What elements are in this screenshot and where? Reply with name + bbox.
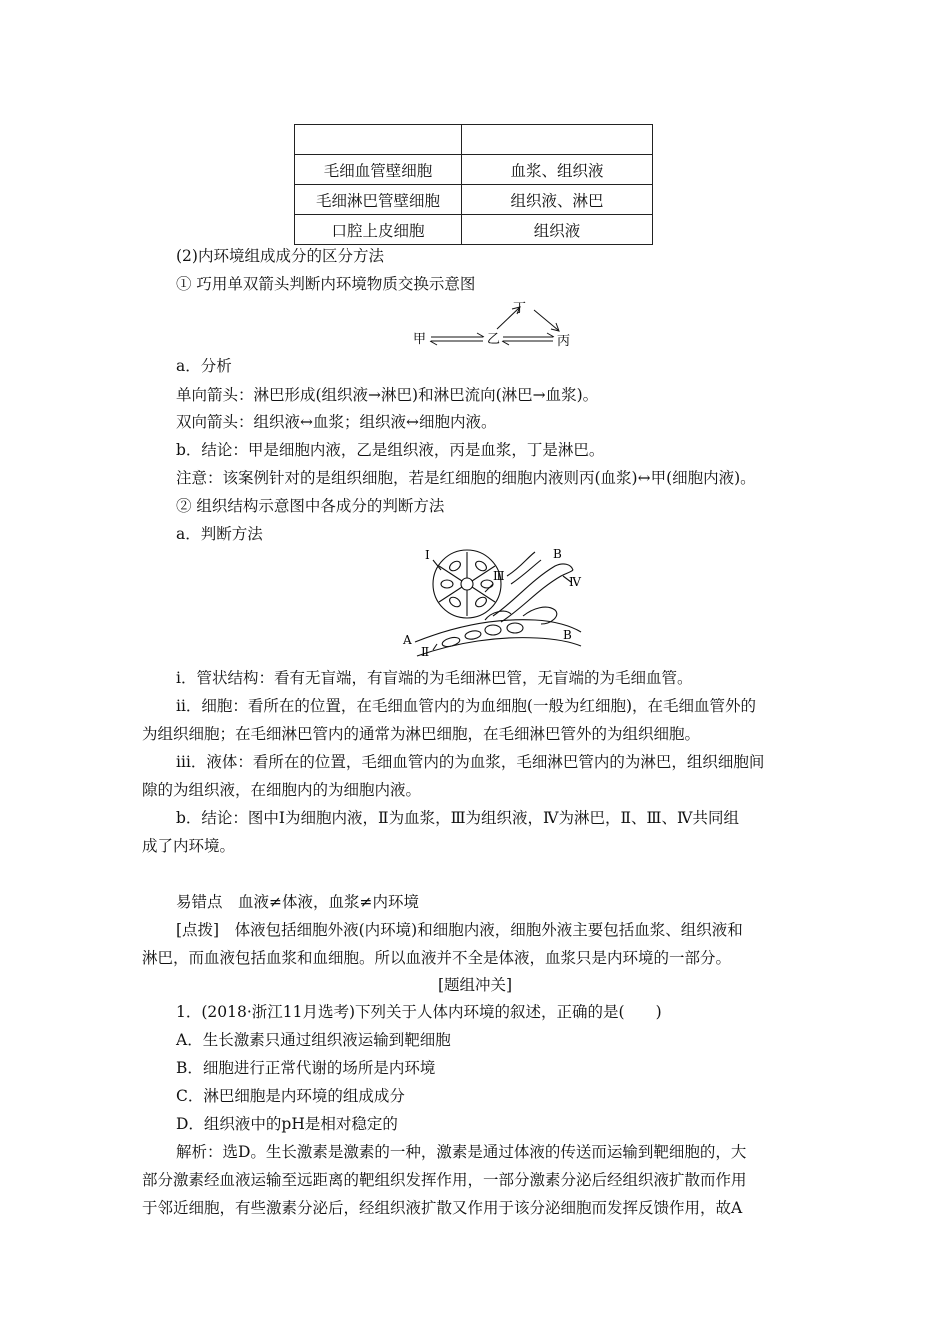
cell-text-cont: 为组织细胞；在毛细淋巴管内的通常为淋巴细胞，在毛细淋巴管外的为组织细胞。 — [142, 725, 701, 743]
table-cell: 血浆、组织液 — [462, 155, 653, 185]
cell-environment-table — [294, 124, 653, 245]
item-title: ① 巧用单双箭头判断内环境物质交换示意图 — [176, 275, 476, 293]
error-point-title: 易错点 血液≠体液，血浆≠内环境 — [176, 893, 419, 911]
liquid-text-cont: 隙的为组织液，在细胞内的为细胞内液。 — [142, 781, 422, 799]
label-jia: 甲 — [413, 332, 427, 347]
group-title: [题组冲关] — [437, 976, 513, 994]
table-cell: 组织液 — [462, 215, 653, 245]
table-cell: 毛细淋巴管壁细胞 — [295, 185, 462, 215]
double-arrow-yi-bing — [502, 333, 554, 345]
method-heading: a．判断方法 — [176, 525, 263, 543]
question-option: D．组织液中的pH是相对稳定的 — [176, 1115, 398, 1133]
label-A: A — [403, 633, 412, 647]
question-option: A．生长激素只通过组织液运输到靶细胞 — [176, 1031, 451, 1049]
conclusion-text: b．结论：甲是细胞内液，乙是组织液，丙是血浆，丁是淋巴。 — [176, 441, 605, 459]
arrow-ding-bing — [534, 310, 559, 331]
table-cell: 毛细血管壁细胞 — [295, 155, 462, 185]
table-row — [295, 215, 653, 245]
arrow-yi-ding — [497, 307, 520, 329]
question-option: B．细胞进行正常代谢的场所是内环境 — [176, 1059, 436, 1077]
question-stem: 1．(2018·浙江11月选考)下列关于人体内环境的叙述，正确的是( ) — [176, 1003, 662, 1021]
label-bing: 丙 — [557, 334, 571, 349]
single-arrow-text: 单向箭头：淋巴形成(组织液→淋巴)和淋巴流向(淋巴→血浆)。 — [176, 386, 599, 404]
analysis-heading: a．分析 — [176, 357, 232, 375]
table-cell: 口腔上皮细胞 — [295, 215, 462, 245]
conclusion-text: b．结论：图中Ⅰ为细胞内液，Ⅱ为血浆，Ⅲ为组织液，Ⅳ为淋巴，Ⅱ、Ⅲ、Ⅳ共同组 — [176, 809, 739, 827]
analysis-text-cont: 于邻近细胞，有些激素分泌后，经组织液扩散又作用于该分泌细胞而发挥反馈作用，故A — [142, 1199, 743, 1217]
tissue-structure-diagram — [395, 546, 595, 658]
double-arrow-jia-yi — [430, 333, 484, 345]
item-title: ② 组织结构示意图中各成分的判断方法 — [176, 497, 445, 515]
label-III: Ⅲ — [493, 569, 505, 583]
tip-text: [点拨] 体液包括细胞外液(内环境)和细胞内液，细胞外液主要包括血浆、组织液和 — [176, 921, 743, 939]
lymph-capillary — [493, 564, 573, 616]
tip-text-cont: 淋巴，而血液包括血浆和血细胞。所以血液并不全是体液，血浆只是内环境的一部分。 — [142, 949, 732, 967]
section-title: (2)内环境组成成分的区分方法 — [176, 247, 384, 265]
double-arrow-text: 双向箭头：组织液↔血浆；组织液↔细胞内液。 — [176, 413, 497, 431]
table-header-row — [295, 125, 653, 155]
note-text: 注意：该案例针对的是组织细胞，若是红细胞的细胞内液则丙(血浆)↔甲(细胞内液)。 — [176, 469, 756, 487]
label-I: Ⅰ — [425, 548, 430, 562]
table-header-cell — [295, 125, 462, 155]
table-row — [295, 185, 653, 215]
liquid-text: ⅲ．液体：看所在的位置，毛细血管内的为血浆，毛细淋巴管内的为淋巴，组织细胞间 — [176, 753, 765, 771]
label-yi: 乙 — [487, 332, 501, 347]
label-ding: 丁 — [513, 301, 527, 316]
analysis-text-cont: 部分激素经血液运输至远距离的靶组织发挥作用，一部分激素分泌后经组织液扩散而作用 — [142, 1171, 747, 1189]
tissue-cell-cluster — [433, 550, 501, 618]
cell-text: ⅱ．细胞：看所在的位置，在毛细血管内的为血细胞(一般为红细胞)，在毛细血管外的 — [176, 697, 757, 715]
label-B-bottom: B — [563, 628, 572, 642]
question-option: C．淋巴细胞是内环境的组成成分 — [176, 1087, 405, 1105]
conclusion-text-cont: 成了内环境。 — [142, 837, 236, 855]
label-IV: Ⅳ — [569, 575, 581, 589]
table-cell: 组织液、淋巴 — [462, 185, 653, 215]
exchange-diagram — [405, 296, 585, 352]
label-B-top: B — [553, 547, 562, 561]
label-II: Ⅱ — [421, 645, 430, 658]
table-row — [295, 155, 653, 185]
analysis-text: 解析：选D。生长激素是激素的一种，激素是通过体液的传送而运输到靶细胞的，大 — [176, 1143, 747, 1161]
tube-structure-text: ⅰ．管状结构：看有无盲端，有盲端的为毛细淋巴管，无盲端的为毛细血管。 — [176, 669, 693, 687]
table-header-cell — [462, 125, 653, 155]
